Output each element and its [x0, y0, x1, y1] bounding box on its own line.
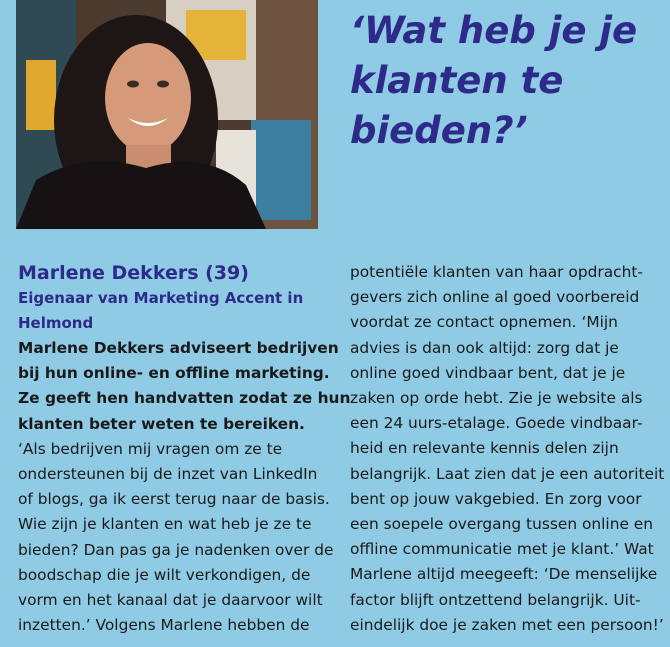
body-line: online goed vindbaar bent, dat je je [350, 363, 626, 382]
role-line: Eigenaar van Marketing Accent in [18, 289, 304, 307]
body-line: eindelijk doe je zaken met een persoon!’ [350, 615, 664, 634]
body-text-left [18, 437, 334, 639]
role-line: Helmond [18, 314, 94, 332]
body-line: ‘Als bedrijven mij vragen om ze te [18, 439, 283, 458]
body-line: een soepele overgang tussen online en [350, 515, 654, 534]
body-line: vorm en het kanaal dat je daarvoor wilt [18, 591, 323, 610]
body-text-right [350, 260, 665, 638]
body-line: offline communicatie met je klant.’ Wat [350, 540, 654, 559]
body-line: bieden? Dan pas ga je nadenken over de [18, 540, 334, 559]
body-line: heid en relevante kennis delen zijn [350, 439, 619, 458]
body-line: gevers zich online al goed voorbereid [350, 288, 640, 307]
body-line: een 24 uurs-etalage. Goede vindbaar- [350, 414, 643, 433]
person-role [18, 286, 328, 336]
body-line: ondersteunen bij de inzet van LinkedIn [18, 465, 318, 484]
body-line: of blogs, ga ik eerst terug naar de basis. [18, 490, 330, 509]
intro-paragraph [18, 336, 351, 437]
person-name: Marlene Dekkers (39) [18, 262, 249, 284]
left-column [18, 260, 351, 638]
body-line: zaken op orde hebt. Zie je website als [350, 389, 643, 408]
body-line: boodschap die je wilt verkondigen, de [18, 565, 311, 584]
portrait-illustration [16, 0, 318, 229]
intro-line: Marlene Dekkers adviseert bedrijven [18, 339, 339, 357]
intro-line: Ze geeft hen handvatten zodat ze hun [18, 389, 351, 408]
body-line: Wie zijn je klanten en wat heb je ze te [18, 515, 312, 534]
pull-quote: ‘Wat heb je je klanten te bieden?’ [350, 9, 638, 152]
body-line: bent op jouw vakgebied. En zorg voor [350, 489, 642, 508]
intro-line: bij hun online- en offline marketing. [18, 364, 330, 383]
portrait-photo [16, 0, 318, 229]
body-line: factor blijft ontzettend belangrijk. Uit- [350, 590, 641, 609]
body-line: potentiële klanten van haar opdracht- [350, 263, 643, 281]
body-line: belangrijk. Laat zien dat je een autoriteit [350, 464, 665, 483]
body-line: voordat ze contact opnemen. ‘Mijn [350, 313, 618, 332]
right-column [350, 260, 665, 638]
intro-line: klanten beter weten te bereiken. [18, 414, 305, 433]
body-line: advies is dan ook altijd: zorg dat je [350, 338, 619, 357]
body-line: Marlene altijd meegeeft: ‘De menselijke [350, 565, 658, 584]
body-line: inzetten.’ Volgens Marlene hebben de [18, 616, 310, 635]
